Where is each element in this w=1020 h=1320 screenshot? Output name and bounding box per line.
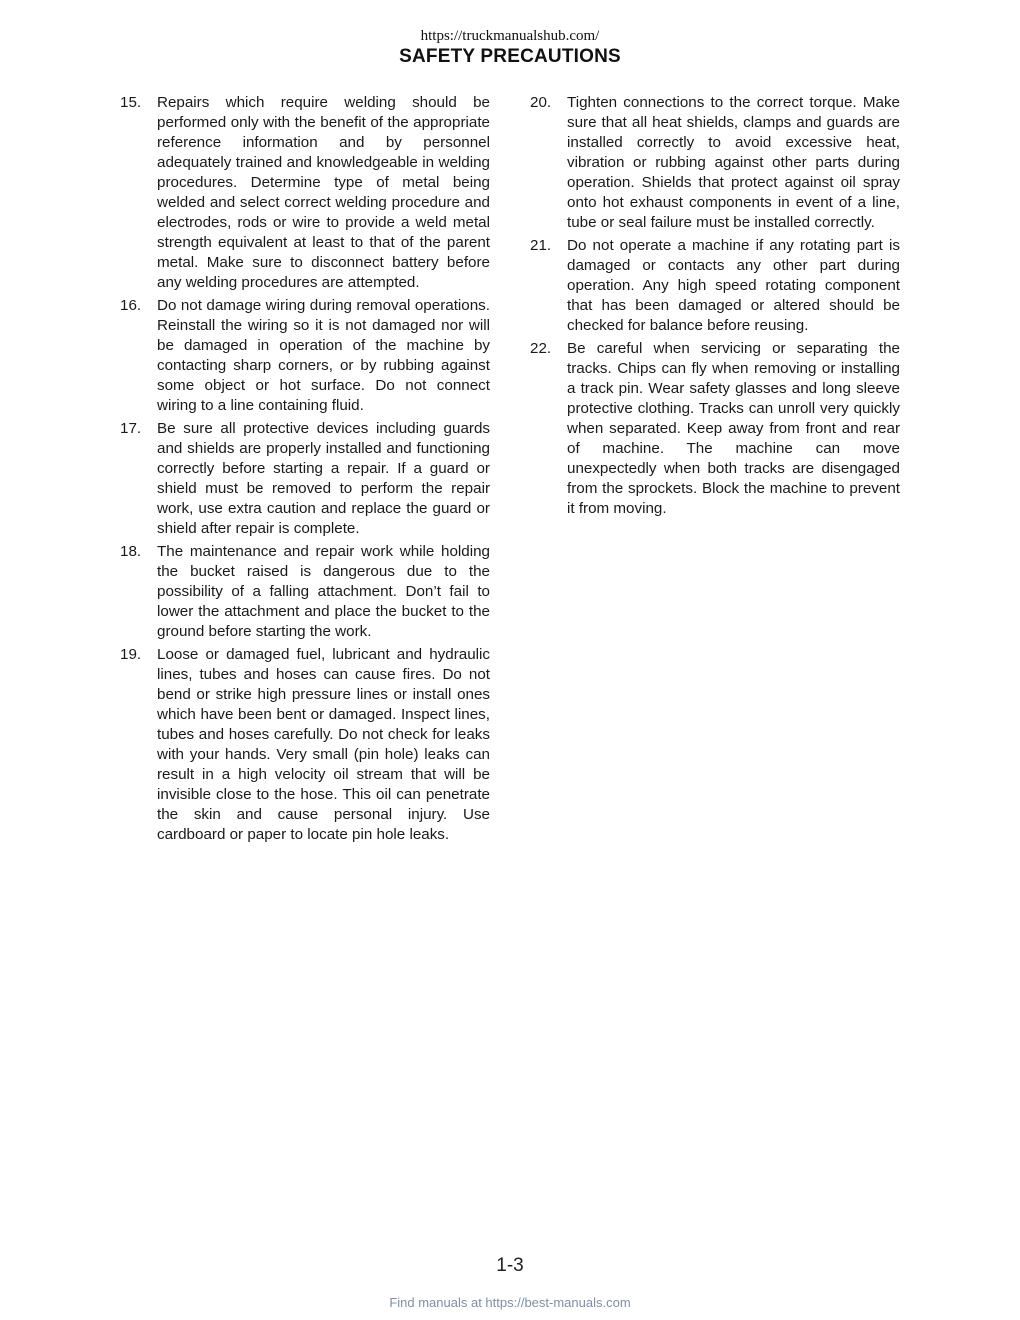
item-text: Be sure all protective devices including guards and shields are properly installed and functioning correctly before starting a repair. If a guard or shield must be removed to perform the repair work, use extra caution and replace the guard or shield after repair is complete.: [157, 420, 490, 537]
item-number: 15.: [120, 94, 142, 111]
item-number: 22.: [530, 340, 552, 357]
list-item-15: [120, 93, 490, 293]
list-item-21: [530, 236, 900, 336]
item-text: The maintenance and repair work while holding the bucket raised is dangerous due to the possibility of a falling attachment. Don’t fail to lower the attachment and place the bucket to the ground before starting the work.: [157, 543, 490, 640]
item-text: Do not operate a machine if any rotating part is damaged or contacts any other part during operation. Any high speed rotating component that has been damaged or altered should be checked for balance before reusing.: [567, 237, 900, 334]
right-column: [530, 93, 900, 522]
list-item-17: [120, 419, 490, 539]
item-number: 17.: [120, 420, 142, 437]
list-item-16: [120, 296, 490, 416]
item-text: Loose or damaged fuel, lubricant and hydraulic lines, tubes and hoses can cause fires. Do not bend or strike high pressure lines or install ones which have been bent or damaged. Inspect lines, tubes and hoses carefully. Do not check for leaks with your hands. Very small (pin hole) leaks can result in a high velocity oil stream that will be invisible close to the hose. This oil can penetrate the skin and cause personal injury. Use cardboard or paper to locate pin hole leaks.: [157, 646, 490, 843]
item-text: Repairs which require welding should be performed only with the benefit of the appropriate reference information and by personnel adequately trained and knowledgeable in welding procedures. Determine type of metal being welded and select correct welding procedure and electrodes, rods or wire to provide a weld metal strength equivalent at least to that of the parent metal. Make sure to disconnect battery before any welding procedures are attempted.: [157, 94, 490, 291]
item-number: 20.: [530, 94, 552, 111]
item-text: Do not damage wiring during removal operations. Reinstall the wiring so it is not damaged nor will be damaged in operation of the machine by contacting sharp corners, or by rubbing against some object or hot surface. Do not connect wiring to a line containing fluid.: [157, 297, 490, 414]
page-number: 1-3: [496, 1255, 524, 1276]
left-column: [120, 93, 490, 848]
list-item-22: [530, 339, 900, 519]
item-text: Be careful when servicing or separating the tracks. Chips can fly when removing or installing a track pin. Wear safety glasses and long sleeve protective clothing. Tracks can unroll very quickly when separated. Keep away from front and rear of machine. The machine can move unexpectedly when both tracks are disengaged from the sprockets. Block the machine to prevent it from moving.: [567, 340, 900, 517]
item-text: Tighten connections to the correct torque. Make sure that all heat shields, clamps and guards are installed correctly to avoid excessive heat, vibration or rubbing against other parts during operation. Shields that protect against oil spray onto hot exhaust components in event of a line, tube or seal failure must be installed correctly.: [567, 94, 900, 231]
list-item-19: [120, 645, 490, 845]
list-item-18: [120, 542, 490, 642]
source-url[interactable]: https://truckmanualshub.com/: [420, 28, 600, 44]
item-number: 19.: [120, 646, 142, 663]
item-number: 18.: [120, 543, 142, 560]
item-number: 21.: [530, 237, 552, 254]
item-number: 16.: [120, 297, 142, 314]
page-title: SAFETY PRECAUTIONS: [399, 46, 621, 67]
footer-link[interactable]: Find manuals at https://best-manuals.com: [389, 1295, 631, 1310]
list-item-20: [530, 93, 900, 233]
